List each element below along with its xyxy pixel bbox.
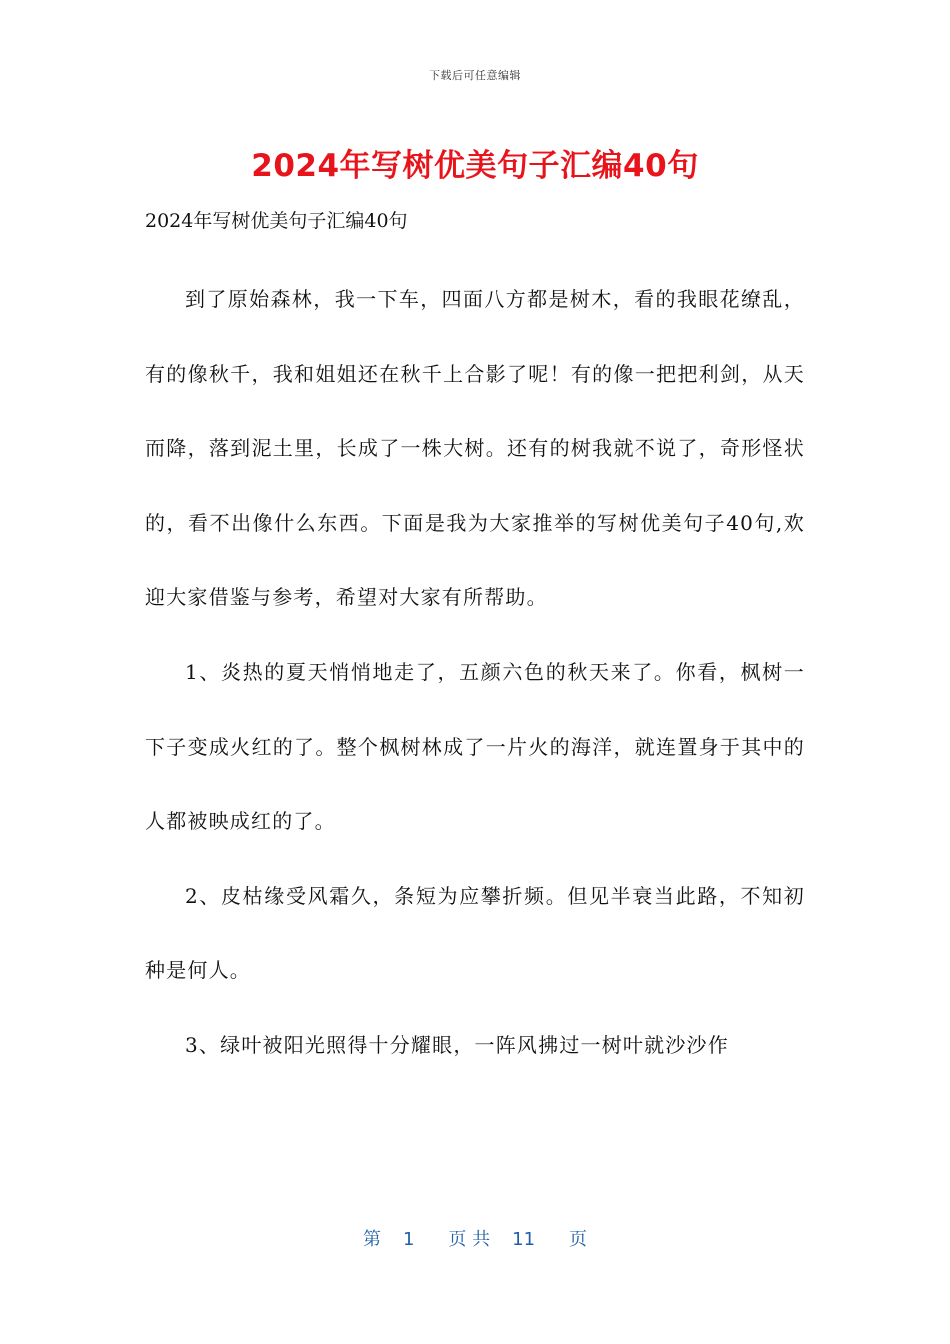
footer-middle: 页 共 (448, 1229, 491, 1250)
intro-paragraph: 到了原始森林，我一下车，四面八方都是树木，看的我眼花缭乱，有的像秋千，我和姐姐还在秋千上合影了呢！有的像一把把利剑，从天而降，落到泥土里，长成了一株大树。还有的树我就不说了，奇形怪状的，看不出像什么东西。下面是我为大家推举的写树优美句子40句,欢迎大家借鉴与参考，希望对大家有所帮助。 (145, 287, 805, 610)
footer-suffix: 页 (569, 1229, 588, 1250)
sentence-paragraph-2: 2、皮枯缘受风霜久，条短为应攀折频。但见半衰当此路，不知初种是何人。 (145, 883, 805, 983)
sentence-paragraph-3: 3、绿叶被阳光照得十分耀眼，一阵风拂过一树叶就沙沙作 (185, 1032, 729, 1057)
sentence-paragraph-1: 1、炎热的夏天悄悄地走了，五颜六色的秋天来了。你看，枫树一下子变成火红的了。整个枫树林成了一片火的海洋，就连置身于其中的人都被映成红的了。 (145, 659, 805, 834)
footer-page-number: 1 (402, 1229, 415, 1250)
document-title: 2024年写树优美句子汇编40句 (251, 148, 699, 184)
footer-prefix: 第 (362, 1229, 381, 1250)
page-footer (0, 1225, 950, 1251)
document-body (145, 262, 805, 1083)
header-note: 下载后可任意编辑 (429, 69, 521, 82)
footer-total-pages: 11 (512, 1229, 536, 1250)
document-subtitle: 2024年写树优美句子汇编40句 (145, 210, 408, 232)
